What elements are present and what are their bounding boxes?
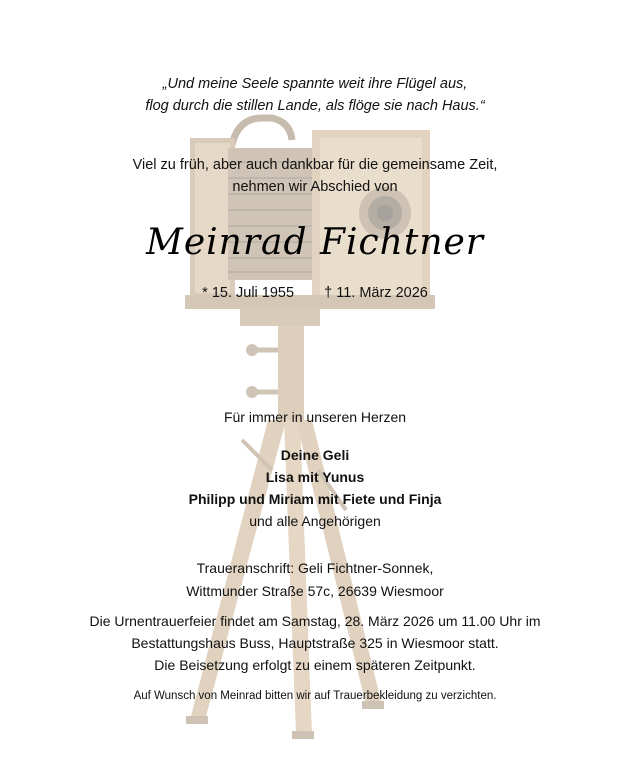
birth-date: * 15. Juli 1955 [202,285,295,301]
life-dates [0,285,630,301]
quote-line-2: flog durch die stillen Lande, als flöge sie nach Haus.“ [145,98,485,114]
address-line-2: Wittmunder Straße 57c, 26639 Wiesmoor [186,583,444,599]
intro-line-1: Viel zu früh, aber auch dankbar für die gemeinsame Zeit, [132,157,498,173]
mourner-line-3: Philipp und Miriam mit Fiete und Finja [188,491,442,507]
intro-line-2: nehmen wir Abschied von [232,179,398,195]
mourner-line-1: Deine Geli [280,447,350,463]
ceremony-line-3: Die Beisetzung erfolgt zu einem späteren Zeitpunkt. [154,657,476,673]
ceremony-line-1: Die Urnentrauerfeier findet am Samstag, 28. März 2026 um 11.00 Uhr im [89,613,541,629]
mourner-line-4: und alle Angehörigen [249,513,381,529]
dress-code-note: Auf Wunsch von Meinrad bitten wir auf Trauerbekleidung zu verzichten. [133,690,497,702]
ceremony-line-2: Bestattungshaus Buss, Hauptstraße 325 in Wiesmoor statt. [131,635,499,651]
quote-line-1: „Und meine Seele spannte weit ihre Flügel aus, [162,76,468,92]
mourner-line-2: Lisa mit Yunus [265,469,365,485]
death-date: † 11. März 2026 [324,285,428,301]
motto: Für immer in unseren Herzen [223,409,407,425]
address-line-1: Traueranschrift: Geli Fichtner-Sonnek, [196,560,434,576]
deceased-name: Meinrad Fichtner [145,222,485,263]
